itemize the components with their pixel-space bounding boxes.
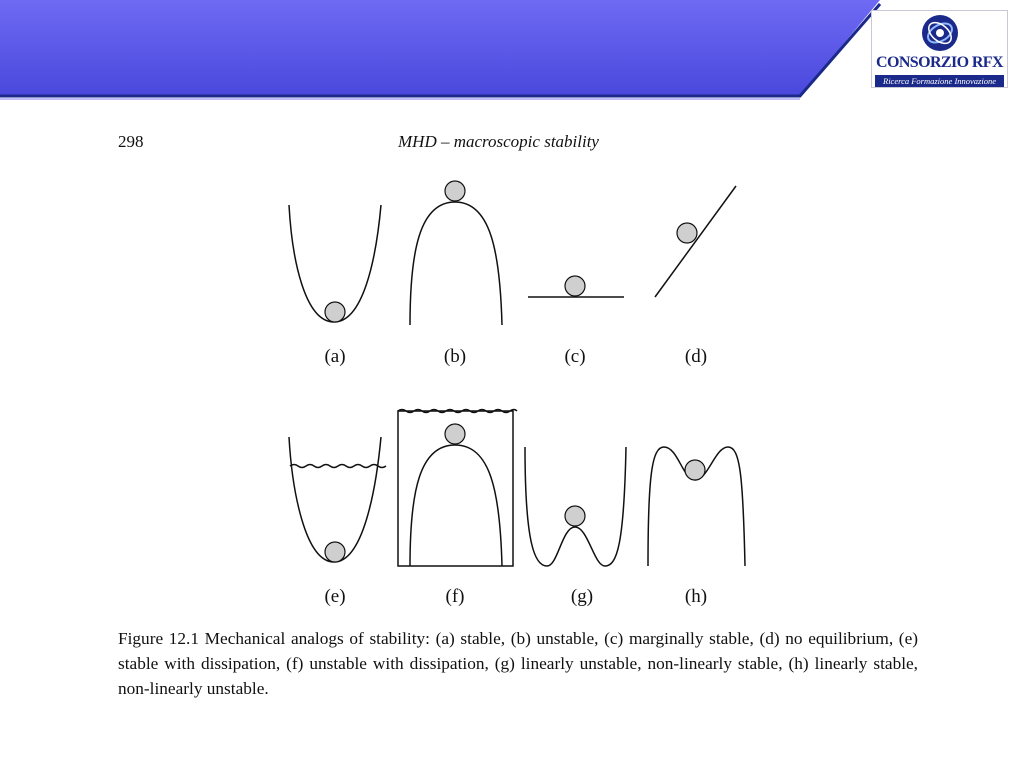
panel-label-h: (h) bbox=[684, 586, 708, 607]
panel-e-ball bbox=[325, 542, 345, 562]
panel-f-hill bbox=[410, 445, 502, 566]
panel-label-e: (e) bbox=[324, 586, 346, 607]
panel-d-ball bbox=[677, 223, 697, 243]
panel-e-fluid-surface bbox=[290, 465, 386, 468]
logo-subtitle: Ricerca Formazione Innovazione bbox=[875, 75, 1004, 87]
panel-label-b: (b) bbox=[443, 346, 467, 367]
panel-h-ball bbox=[685, 460, 705, 480]
panel-f-ball bbox=[445, 424, 465, 444]
logo-title: CONSORZIO RFX bbox=[876, 54, 1003, 71]
panel-c-ball bbox=[565, 276, 585, 296]
panel-label-a: (a) bbox=[324, 346, 346, 367]
panel-label-d: (d) bbox=[684, 346, 708, 367]
panel-a-ball bbox=[325, 302, 345, 322]
panel-g-ball bbox=[565, 506, 585, 526]
panel-b-ball bbox=[445, 181, 465, 201]
figure-caption: Figure 12.1 Mechanical analogs of stability: (a) stable, (b) unstable, (c) marginally stable, (d) no equilibrium, (e) stable with dissipation, (f) unstable with dissipation, (g) linearly unstable, non-linearly stable, (h) linearly stable, non-linearly unstable. bbox=[118, 629, 918, 698]
running-title: MHD – macroscopic stability bbox=[398, 132, 599, 151]
panel-label-g: (g) bbox=[570, 586, 594, 607]
panel-b-hill bbox=[410, 202, 502, 325]
panel-d-slope bbox=[655, 186, 736, 297]
panel-label-c: (c) bbox=[564, 346, 586, 367]
page-number: 298 bbox=[118, 132, 144, 151]
panel-label-f: (f) bbox=[445, 586, 465, 607]
